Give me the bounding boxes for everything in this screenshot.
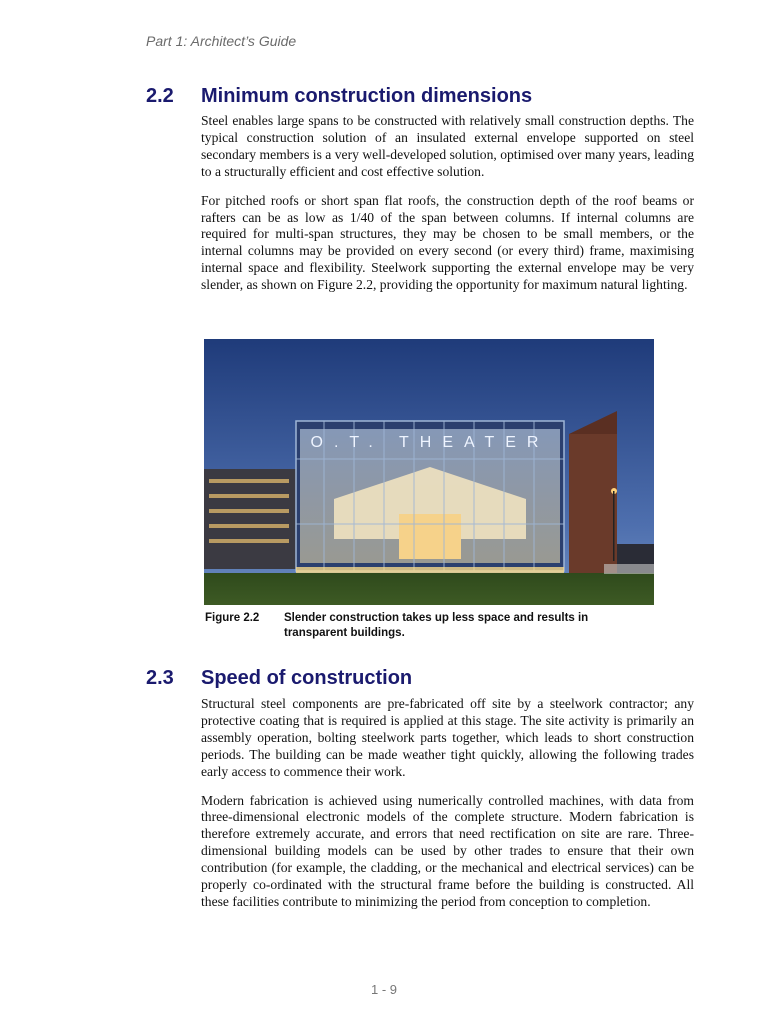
- page-number: 1 - 9: [370, 982, 397, 997]
- figure-caption-text: Slender construction takes up less space and results in transparent buildings.: [284, 612, 589, 639]
- section-title: Speed of construction: [201, 667, 413, 689]
- paragraph: Modern fabrication is achieved using numerically controlled machines, with data from three-dimensional electronic models of the complete structure. Modern fabrication is therefore extremely accurate, and errors that need rectification on site are rare. Three-dimensional building models can be used by other trades to ensure that their own contribution (for example, the cladding, or the mechanical and electrical services) can be properly co-ordinated with the structural frame before the building is constructed. All these facilities contribute to minimizing the period from conception to completion.: [201, 792, 694, 909]
- figure-caption: [205, 611, 645, 641]
- paragraph: For pitched roofs or short span flat roofs, the construction depth of the roof beams or rafters can be as low as 1/40 of the span between columns. If internal columns are required for multi-span structures, they may be chosen to be small members, or the internal columns may be provided on every second (or every third) frame, maximising internal space and flexibility. Steelwork supporting the external envelope may be very slender, as shown on Figure 2.2, providing the opportunity for maximum natural lighting.: [201, 192, 694, 293]
- figure-label: Figure 2.2: [205, 612, 260, 624]
- paragraph: Steel enables large spans to be constructed with relatively small construction depths. The typical construction solution of an insulated external envelope supported on steel secondary members is a very well-developed solution, optimised over many years, leading to a structurally efficient and cost effective solution.: [201, 113, 694, 179]
- paragraph: Structural steel components are pre-fabricated off site by a steelwork contractor; any protective coating that is required is applied at this stage. The site activity is primarily an assembly operation, bolting steelwork parts together, which leads to short construction periods. The building can be made weather tight quickly, allowing the following trades early access to commence their work.: [201, 696, 694, 779]
- section-body-2-2: [201, 113, 694, 306]
- section-heading-2-3: [146, 667, 412, 690]
- figure-photo-theater: [204, 339, 654, 605]
- running-header: Part 1: Architect’s Guide: [146, 33, 297, 49]
- section-number: 2.2: [146, 85, 174, 107]
- section-title: Minimum construction dimensions: [201, 85, 533, 107]
- section-number: 2.3: [146, 667, 174, 689]
- theater-signage: O.T. THEATER: [310, 434, 550, 451]
- section-heading-2-2: [146, 85, 532, 108]
- section-body-2-3: [201, 696, 694, 923]
